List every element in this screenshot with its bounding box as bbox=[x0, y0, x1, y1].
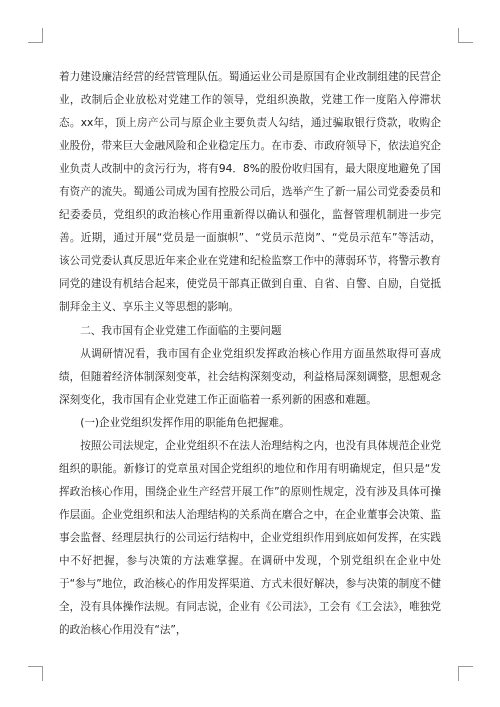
crop-mark-top-left bbox=[28, 28, 43, 43]
section-heading-two: 二、我市国有企业党建工作面临的主要问题 bbox=[80, 324, 282, 337]
crop-mark-bottom-left bbox=[28, 666, 43, 681]
document-body bbox=[59, 66, 441, 642]
subheading-one: (一)企业党组织发挥作用的职能角色把握难。 bbox=[80, 416, 290, 429]
paragraph-survey: 从调研情况看，我市国有企业党组织发挥政治核心作用方面虽然取得可喜成绩，但随着经济体制深刻变革，社会结构深刻变动，利益格局深刻调整，思想观念深刻变化，我市国有企业党建工作正面临着一系列新的困惑和难题。 bbox=[59, 347, 441, 406]
paragraph-company-law: 按照公司法规定，企业党组织不在法人治理结构之内，也没有具体规范企业党组织的职能。新修订的党章虽对国企党组织的地位和作用有明确规定，但只是“发挥政治核心作用，围绕企业生产经营开展工作”的原则性规定，没有涉及具体可操作层面。企业党组织和法人治理结构的关系尚在磨合之中，在企业董事会决策、监事会监督、经理层执行的公司运行结构中，企业党组织作用到底如何发挥，在实践中不好把握，参与决策的方法难掌握。在调研中发现，个别党组织在企业中处于“参与”地位，政治核心的作用发挥渠道、方式未很好解决，参与决策的制度不健全，没有具体操作法规。有同志说，企业有《公司法》，工会有《工会法》，唯独党的政治核心作用没有“法”， bbox=[59, 439, 441, 637]
crop-mark-bottom-right bbox=[458, 666, 473, 681]
crop-mark-top-right bbox=[458, 28, 473, 43]
paragraph-continuation: 着力建设廉洁经营的经营管理队伍。蜀通运业公司是原国有企业改制组建的民营企业，改制后企业放松对党建工作的领导，党组织涣散，党建工作一度陷入停滞状态。xx年，顶上房产公司与原企业主要负责人勾结，通过骗取银行贷款，收购企业股份，带来巨大金融风险和企业稳定压力。在市委、市政府领导下，依法追究企业负责人改制中的贪污行为，将有94．8%的股份收归国有，最大限度地避免了国有资产的流失。蜀通公司成为国有控股公司后，选举产生了新一届公司党委委员和纪委委员，党组织的政治核心作用重新得以确认和强化，监督管理机制进一步完善。近期，通过开展“党员是一面旗帜”、“党员示范岗”、“党员示范车”等活动，该公司党委认真反思近年来企业在党建和纪检监察工作中的薄弱环节，将警示教育同党的建设有机结合起来，使党员干部真正做到自重、自省、自警、自励，自觉抵制拜金主义、享乐主义等思想的影响。 bbox=[59, 71, 441, 314]
